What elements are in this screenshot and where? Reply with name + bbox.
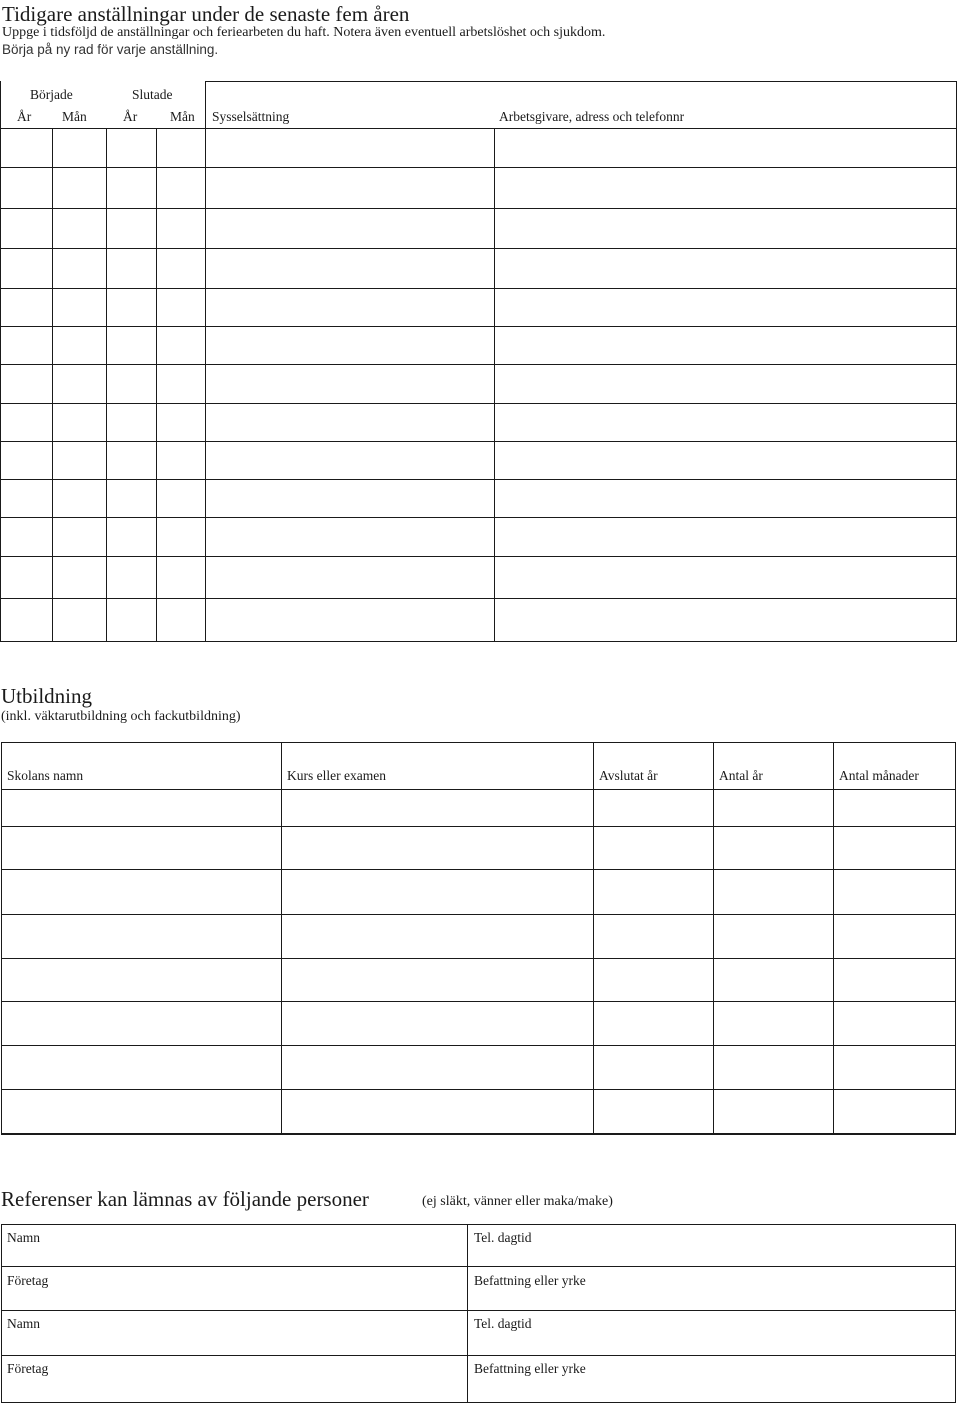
edu-col-years: Antal år [719, 768, 763, 783]
column-divider [467, 1224, 468, 1403]
ref-name-label: Namn [7, 1316, 40, 1331]
ref-name-field[interactable] [60, 1311, 465, 1355]
ref-company-field[interactable] [60, 1356, 465, 1402]
ref-position-label: Befattning eller yrke [474, 1273, 586, 1288]
row-divider [1, 742, 956, 743]
references-note: (ej släkt, vänner eller maka/make) [422, 1194, 613, 1209]
ref-phone-field[interactable] [545, 1225, 953, 1266]
education-rows-area[interactable] [2, 790, 955, 1133]
ref-phone-label: Tel. dagtid [474, 1316, 532, 1331]
edu-col-finished-year: Avslutat år [599, 768, 658, 783]
ref-position-label: Befattning eller yrke [474, 1361, 586, 1376]
header-ended: Slutade [132, 87, 173, 102]
edu-col-school: Skolans namn [7, 768, 84, 783]
column-divider [955, 1224, 956, 1403]
header-employer: Arbetsgivare, adress och telefonnr [499, 109, 685, 124]
row-divider [1, 1133, 956, 1135]
education-title: Utbildning [1, 684, 93, 708]
row-divider [0, 641, 957, 642]
employment-title: Tidigare anställningar under de senaste fem åren [2, 2, 410, 26]
row-divider [1, 1402, 956, 1403]
edu-col-months: Antal månader [839, 768, 919, 783]
header-month-end: Mån [170, 109, 195, 124]
education-subtitle: (inkl. väktarutbildning och fackutbildning) [1, 709, 241, 724]
header-started: Började [30, 87, 73, 102]
column-divider [955, 742, 956, 1135]
references-title: Referenser kan lämnas av följande personer [1, 1187, 369, 1211]
ref-name-field[interactable] [60, 1225, 465, 1266]
employment-instruction: Uppge i tidsföljd de anställningar och feriearbeten du haft. Notera även eventuell arbetslöshet och sjukdom. [2, 25, 606, 40]
header-year-start: År [17, 109, 32, 124]
ref-company-label: Företag [7, 1361, 49, 1376]
header-year-end: År [123, 109, 138, 124]
ref-name-label: Namn [7, 1230, 40, 1245]
ref-position-field[interactable] [600, 1267, 953, 1310]
ref-phone-field[interactable] [545, 1311, 953, 1355]
employment-instruction-2: Börja på ny rad för varje anställning. [2, 42, 219, 57]
ref-company-label: Företag [7, 1273, 49, 1288]
edu-col-course: Kurs eller examen [287, 768, 386, 783]
employment-rows-area[interactable] [1, 129, 957, 641]
table-border [205, 81, 957, 82]
ref-phone-label: Tel. dagtid [474, 1230, 532, 1245]
column-divider [1, 1224, 2, 1403]
header-month-start: Mån [62, 109, 87, 124]
ref-position-field[interactable] [600, 1356, 953, 1402]
header-occupation: Sysselsättning [212, 109, 290, 124]
ref-company-field[interactable] [60, 1267, 465, 1310]
